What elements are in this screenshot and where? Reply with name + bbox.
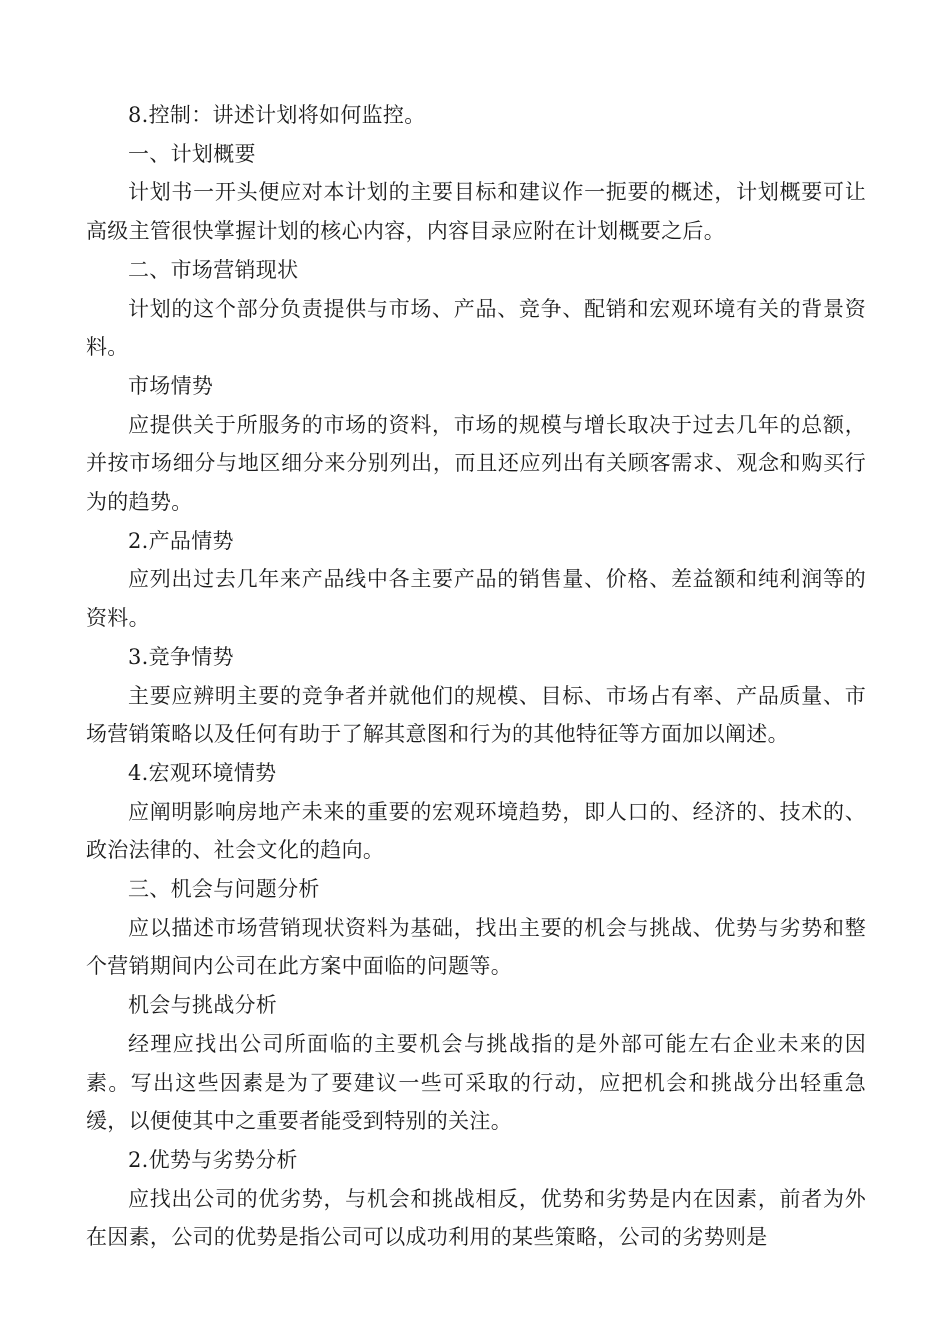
body-paragraph: 应阐明影响房地产未来的重要的宏观环境趋势，即人口的、经济的、技术的、政治法律的、社会文化的趋向。 bbox=[86, 799, 866, 863]
list-item-control: 8.控制：讲述计划将如何监控。 bbox=[128, 103, 426, 127]
body-paragraph: 主要应辨明主要的竞争者并就他们的规模、目标、市场占有率、产品质量、市场营销策略以及任何有助于了解其意图和行为的其他特征等方面加以阐述。 bbox=[86, 683, 866, 747]
document-body bbox=[86, 96, 866, 1257]
body-paragraph: 经理应找出公司所面临的主要机会与挑战指的是外部可能左右企业未来的因素。写出这些因素是为了要建议一些可采取的行动，应把机会和挑战分出轻重急缓，以便使其中之重要者能受到特别的关注。 bbox=[86, 1031, 866, 1134]
section-heading-opportunity-analysis: 三、机会与问题分析 bbox=[128, 877, 320, 902]
subheading-opportunity-challenge: 机会与挑战分析 bbox=[128, 993, 278, 1018]
section-heading-marketing-status: 二、市场营销现状 bbox=[128, 257, 299, 282]
body-paragraph: 应提供关于所服务的市场的资料，市场的规模与增长取决于过去几年的总额，并按市场细分与地区细分来分别列出，而且还应列出有关顾客需求、观念和购买行为的趋势。 bbox=[86, 412, 866, 515]
subheading-market-situation: 市场情势 bbox=[128, 373, 214, 398]
subheading-macro-environment: 4.宏观环境情势 bbox=[128, 760, 277, 785]
subheading-competition-situation: 3.竞争情势 bbox=[128, 644, 234, 669]
body-paragraph: 计划的这个部分负责提供与市场、产品、竞争、配销和宏观环境有关的背景资料。 bbox=[86, 296, 866, 360]
body-paragraph: 应找出公司的优劣势，与机会和挑战相反，优势和劣势是内在因素，前者为外在因素，公司的优势是指公司可以成功利用的某些策略，公司的劣势则是 bbox=[86, 1186, 866, 1250]
subheading-strengths-weaknesses: 2.优势与劣势分析 bbox=[128, 1147, 298, 1172]
subheading-product-situation: 2.产品情势 bbox=[128, 528, 234, 553]
section-heading-plan-summary: 一、计划概要 bbox=[128, 141, 256, 166]
body-paragraph: 计划书一开头便应对本计划的主要目标和建议作一扼要的概述，计划概要可让高级主管很快掌握计划的核心内容，内容目录应附在计划概要之后。 bbox=[86, 180, 866, 244]
body-paragraph: 应列出过去几年来产品线中各主要产品的销售量、价格、差益额和纯利润等的资料。 bbox=[86, 567, 866, 631]
body-paragraph: 应以描述市场营销现状资料为基础，找出主要的机会与挑战、优势与劣势和整个营销期间内公司在此方案中面临的问题等。 bbox=[86, 915, 866, 979]
